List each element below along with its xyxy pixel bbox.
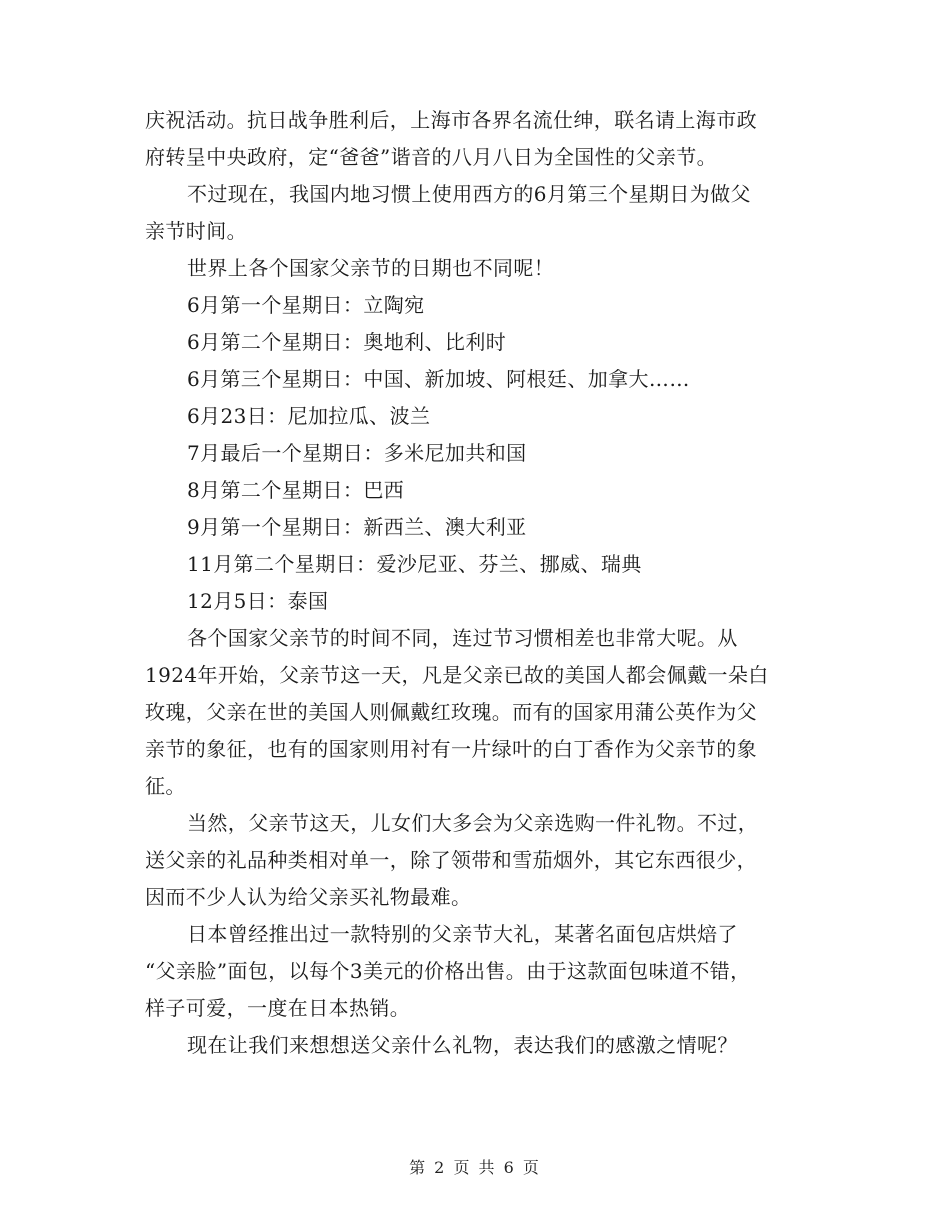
text-line: 不过现在，我国内地习惯上使用西方的6月第三个星期日为做父 xyxy=(187,182,751,206)
text-line: 征。 xyxy=(145,774,186,798)
text-line: 日本曾经推出过一款特别的父亲节大礼，某著名面包店烘焙了 xyxy=(187,922,738,946)
text-line: 现在让我们来想想送父亲什么礼物，表达我们的感激之情呢？ xyxy=(187,1033,738,1057)
text-line: 6月第三个星期日：中国、新加坡、阿根廷、加拿大…… xyxy=(187,367,690,391)
text-line: 世界上各个国家父亲节的日期也不同呢！ xyxy=(187,256,555,280)
text-line: 玫瑰，父亲在世的美国人则佩戴红玫瑰。而有的国家用蒲公英作为父 xyxy=(145,700,757,724)
text-line: 当然，父亲节这天，儿女们大多会为父亲选购一件礼物。不过， xyxy=(187,811,759,835)
text-line: 9月第一个星期日：新西兰、澳大利亚 xyxy=(187,515,527,539)
text-line: 6月第二个星期日：奥地利、比利时 xyxy=(187,330,507,354)
text-line: 府转呈中央政府，定“爸爸”谐音的八月八日为全国性的父亲节。 xyxy=(145,145,718,169)
text-line: “父亲脸”面包，以每个3美元的价格出售。由于这款面包味道不错， xyxy=(145,959,751,983)
text-line: 6月23日：尼加拉瓜、波兰 xyxy=(187,404,431,428)
text-line: 送父亲的礼品种类相对单一，除了领带和雪茄烟外，其它东西很少， xyxy=(145,848,757,872)
text-line: 12月5日：泰国 xyxy=(187,589,329,613)
page-number-footer: 第 2 页 共 6 页 xyxy=(409,1158,541,1177)
text-line: 庆祝活动。抗日战争胜利后，上海市各界名流仕绅，联名请上海市政 xyxy=(145,108,757,132)
text-line: 因而不少人认为给父亲买礼物最难。 xyxy=(145,885,472,909)
text-line: 各个国家父亲节的时间不同，连过节习惯相差也非常大呢。从 xyxy=(187,626,738,650)
text-line: 7月最后一个星期日：多米尼加共和国 xyxy=(187,441,527,465)
text-line: 样子可爱，一度在日本热销。 xyxy=(145,996,411,1020)
document-body xyxy=(145,102,805,1064)
text-line: 亲节时间。 xyxy=(145,219,247,243)
text-line: 6月第一个星期日：立陶宛 xyxy=(187,293,425,317)
text-line: 1924年开始，父亲节这一天，凡是父亲已故的美国人都会佩戴一朵白 xyxy=(145,663,769,687)
text-line: 8月第二个星期日：巴西 xyxy=(187,478,405,502)
text-line: 亲节的象征，也有的国家则用衬有一片绿叶的白丁香作为父亲节的象 xyxy=(145,737,757,761)
text-line: 11月第二个星期日：爱沙尼亚、芬兰、挪威、瑞典 xyxy=(187,552,642,576)
